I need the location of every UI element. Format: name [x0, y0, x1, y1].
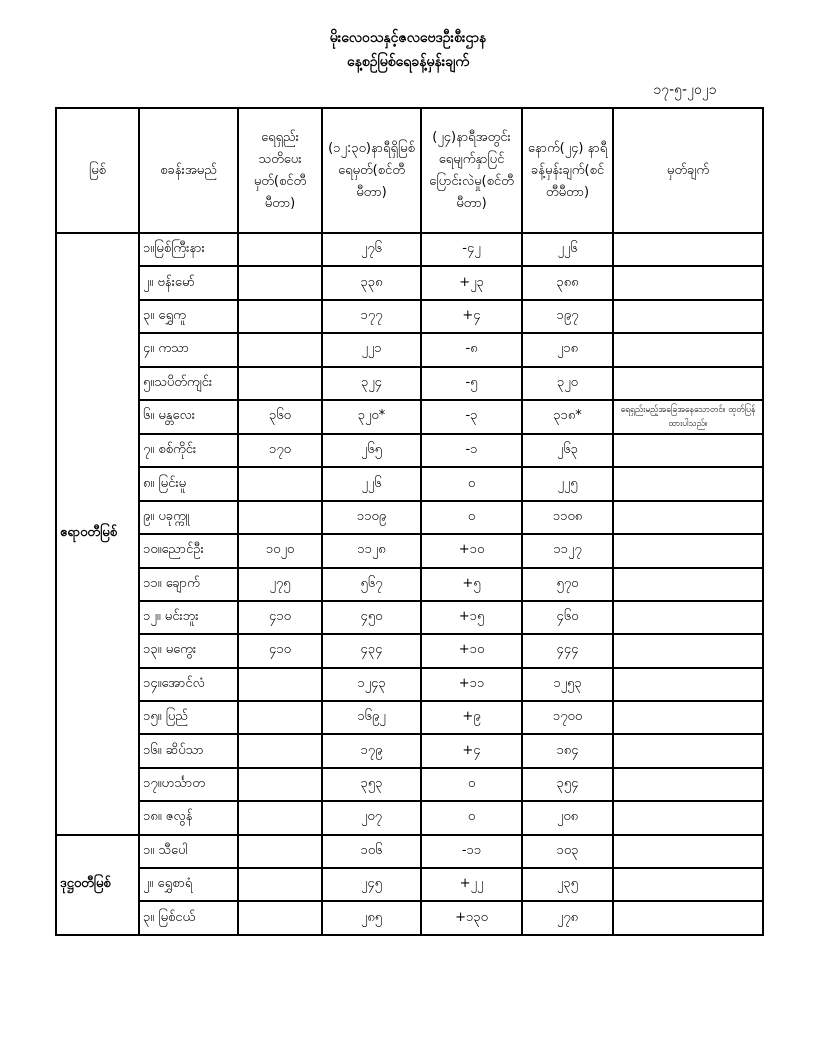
danger-level-cell — [238, 467, 322, 500]
forecast-level-cell: ၄၄၄ — [522, 634, 613, 667]
level-change-cell: -၄၂ — [421, 233, 522, 266]
station-name-cell: ၈။ မြင်းမူ — [139, 467, 238, 500]
observed-level-cell: ၁၇၇ — [322, 300, 421, 333]
col-header-24h-change: (၂၄)နာရီအတွင်းရေမျက်နှာပြင်ပြောင်းလဲမှု(စင်တီမီတာ) — [421, 108, 522, 233]
observed-level-cell: ၂၄၅ — [322, 868, 421, 901]
station-name-cell: ၂။ ဗန်းမော် — [139, 266, 238, 299]
observed-level-cell: ၁၀၆ — [322, 835, 421, 868]
forecast-level-cell: ၁၀၃ — [522, 835, 613, 868]
forecast-level-cell: ၁၉၇ — [522, 300, 613, 333]
level-change-cell: ၀ — [421, 801, 522, 834]
remark-cell — [613, 901, 763, 934]
table-row — [56, 367, 763, 400]
station-name-cell: ၃။ ရွှေကူ — [139, 300, 238, 333]
station-name-cell: ၁။မြစ်ကြီးနား — [139, 233, 238, 266]
observed-level-cell: ၂၇၆ — [322, 233, 421, 266]
danger-level-cell: ၄၁၀ — [238, 601, 322, 634]
danger-level-cell: ၂၇၅ — [238, 568, 322, 601]
level-change-cell: -၁ — [421, 434, 522, 467]
level-change-cell: +၂၃ — [421, 266, 522, 299]
observed-level-cell: ၁၁၂၈ — [322, 534, 421, 567]
level-change-cell: +၁၀ — [421, 634, 522, 667]
danger-level-cell — [238, 734, 322, 767]
remark-cell — [613, 300, 763, 333]
danger-level-cell — [238, 233, 322, 266]
danger-level-cell — [238, 801, 322, 834]
observed-level-cell: ၁၇၉ — [322, 734, 421, 767]
station-name-cell: ၁၆။ ဆိပ်သာ — [139, 734, 238, 767]
remark-cell — [613, 333, 763, 366]
forecast-level-cell: ၃၅၄ — [522, 768, 613, 801]
remark-cell — [613, 534, 763, 567]
col-header-forecast: နောက်(၂၄) နာရီခန့်မှန်းချက်(စင်တီမီတာ) — [522, 108, 613, 233]
forecast-level-cell: ၂၂၆ — [522, 233, 613, 266]
danger-level-cell: ၁၀၂၀ — [238, 534, 322, 567]
forecast-level-cell: ၁၂၅၃ — [522, 668, 613, 701]
table-row — [56, 768, 763, 801]
col-header-remark: မှတ်ချက် — [613, 108, 763, 233]
observed-level-cell: ၂၈၅ — [322, 901, 421, 934]
river-group-name: ဒုဋ္ဌဝတီမြစ် — [56, 835, 139, 935]
forecast-level-cell: ၃၁၈* — [522, 400, 613, 434]
danger-level-cell: ၄၁၀ — [238, 634, 322, 667]
observed-level-cell: ၁၆၉၂ — [322, 701, 421, 734]
table-body — [56, 233, 763, 935]
observed-level-cell: ၃၅၃ — [322, 768, 421, 801]
table-row — [56, 501, 763, 534]
danger-level-cell: ၁၇၀ — [238, 434, 322, 467]
table-row — [56, 534, 763, 567]
table-row — [56, 701, 763, 734]
station-name-cell: ၃။ မြစ်ငယ် — [139, 901, 238, 934]
danger-level-cell — [238, 901, 322, 934]
level-change-cell: +၁၁ — [421, 668, 522, 701]
danger-level-cell — [238, 835, 322, 868]
station-name-cell: ၁၀။ညောင်ဦး — [139, 534, 238, 567]
observed-level-cell: ၄၃၄ — [322, 634, 421, 667]
forecast-level-cell: ၂၆၃ — [522, 434, 613, 467]
table-header-row — [56, 108, 763, 233]
col-header-observed-level: (၁၂:၃၀)နာရီရှိမြစ်ရေမှတ်(စင်တီမီတာ) — [322, 108, 421, 233]
station-name-cell: ၁၁။ ချောက် — [139, 568, 238, 601]
danger-level-cell — [238, 300, 322, 333]
remark-cell: ရေရှည်းမည့်အခြေအနေသောတင်။ ထုတ်ပြန်ထားပါသည်။ — [613, 400, 763, 434]
station-name-cell: ၆။ မန္တလေး — [139, 400, 238, 434]
table-row — [56, 266, 763, 299]
table-row — [56, 601, 763, 634]
forecast-level-cell: ၅၇၀ — [522, 568, 613, 601]
observed-level-cell: ၅၆၇ — [322, 568, 421, 601]
remark-cell — [613, 868, 763, 901]
forecast-level-cell: ၁၁၂၇ — [522, 534, 613, 567]
level-change-cell: ၀ — [421, 467, 522, 500]
remark-cell — [613, 367, 763, 400]
remark-cell — [613, 501, 763, 534]
table-row — [56, 734, 763, 767]
remark-cell — [613, 768, 763, 801]
danger-level-cell — [238, 367, 322, 400]
danger-level-cell — [238, 501, 322, 534]
level-change-cell: -၈ — [421, 333, 522, 366]
table-row — [56, 868, 763, 901]
level-change-cell: +၄ — [421, 734, 522, 767]
table-row — [56, 300, 763, 333]
observed-level-cell: ၄၅၀ — [322, 601, 421, 634]
remark-cell — [613, 467, 763, 500]
river-group-name: ဧရာဝတီမြစ် — [56, 233, 139, 835]
level-change-cell: -၁၁ — [421, 835, 522, 868]
remark-cell — [613, 801, 763, 834]
station-name-cell: ၁။ သီပေါ — [139, 835, 238, 868]
station-name-cell: ၉။ ပခုက္ကူ — [139, 501, 238, 534]
station-name-cell: ၅။သပိတ်ကျင်း — [139, 367, 238, 400]
station-name-cell: ၄။ ကသာ — [139, 333, 238, 366]
table-row — [56, 233, 763, 266]
remark-cell — [613, 668, 763, 701]
remark-cell — [613, 634, 763, 667]
level-change-cell: +၁၅ — [421, 601, 522, 634]
document-subtitle: နေ့စဉ်မြစ်ရေခန့်မှန်းချက် — [346, 54, 470, 70]
table-row — [56, 400, 763, 434]
danger-level-cell — [238, 701, 322, 734]
danger-level-cell — [238, 768, 322, 801]
level-change-cell: -၃ — [421, 400, 522, 434]
table-row — [56, 835, 763, 868]
station-name-cell: ၁၇။ဟင်္သာတ — [139, 768, 238, 801]
station-name-cell: ၁၅။ ပြည် — [139, 701, 238, 734]
observed-level-cell: ၁၁၀၉ — [322, 501, 421, 534]
danger-level-cell — [238, 333, 322, 366]
report-date: ၁၇-၅-၂၀၂၁ — [653, 82, 717, 98]
remark-cell — [613, 601, 763, 634]
forecast-level-cell: ၁၇၀၀ — [522, 701, 613, 734]
danger-level-cell: ၃၆၀ — [238, 400, 322, 434]
table-row — [56, 801, 763, 834]
danger-level-cell — [238, 868, 322, 901]
level-change-cell: -၅ — [421, 367, 522, 400]
forecast-level-cell: ၃၈၈ — [522, 266, 613, 299]
remark-cell — [613, 266, 763, 299]
observed-level-cell: ၂၀၇ — [322, 801, 421, 834]
level-change-cell: +၁၃၀ — [421, 901, 522, 934]
observed-level-cell: ၂၆၅ — [322, 434, 421, 467]
level-change-cell: ၀ — [421, 501, 522, 534]
col-header-danger-level: ရေရှည်းသတိပေးမှတ်(စင်တီမီတာ) — [238, 108, 322, 233]
station-name-cell: ၁၈။ ဇလွန် — [139, 801, 238, 834]
observed-level-cell: ၃၃၈ — [322, 266, 421, 299]
table-row — [56, 568, 763, 601]
forecast-level-cell: ၁၈၄ — [522, 734, 613, 767]
level-change-cell: +၉ — [421, 701, 522, 734]
observed-level-cell: ၃၂၀* — [322, 400, 421, 434]
table-row — [56, 434, 763, 467]
level-change-cell: +၅ — [421, 568, 522, 601]
document-title: မိုးလေဝသနှင့်ဇလဗေဒဦးစီးဌာန — [329, 30, 487, 46]
forecast-level-cell: ၂၇၈ — [522, 901, 613, 934]
station-name-cell: ၂။ ရွှေစာရံ — [139, 868, 238, 901]
station-name-cell: ၁၃။ မကွေး — [139, 634, 238, 667]
level-change-cell: ၀ — [421, 768, 522, 801]
station-name-cell: ၇။ စစ်ကိုင်း — [139, 434, 238, 467]
river-level-table — [55, 107, 764, 936]
observed-level-cell: ၂၂၆ — [322, 467, 421, 500]
observed-level-cell: ၁၂၄၃ — [322, 668, 421, 701]
forecast-level-cell: ၃၂၀ — [522, 367, 613, 400]
level-change-cell: +၂၂ — [421, 868, 522, 901]
table-row — [56, 668, 763, 701]
forecast-level-cell: ၁၁၀၈ — [522, 501, 613, 534]
observed-level-cell: ၂၂၁ — [322, 333, 421, 366]
remark-cell — [613, 701, 763, 734]
forecast-level-cell: ၂၃၅ — [522, 868, 613, 901]
remark-cell — [613, 568, 763, 601]
remark-cell — [613, 233, 763, 266]
station-name-cell: ၁၄။အောင်လံ — [139, 668, 238, 701]
forecast-level-cell: ၂၂၅ — [522, 467, 613, 500]
danger-level-cell — [238, 668, 322, 701]
table-row — [56, 901, 763, 934]
observed-level-cell: ၃၂၄ — [322, 367, 421, 400]
remark-cell — [613, 835, 763, 868]
table-row — [56, 333, 763, 366]
level-change-cell: +၄ — [421, 300, 522, 333]
col-header-station: စခန်းအမည် — [139, 108, 238, 233]
danger-level-cell — [238, 266, 322, 299]
level-change-cell: +၁၀ — [421, 534, 522, 567]
station-name-cell: ၁၂။ မင်းဘူး — [139, 601, 238, 634]
forecast-level-cell: ၂၁၈ — [522, 333, 613, 366]
remark-cell — [613, 434, 763, 467]
col-header-river: မြစ် — [56, 108, 139, 233]
remark-cell — [613, 734, 763, 767]
table-row — [56, 634, 763, 667]
forecast-level-cell: ၄၆၀ — [522, 601, 613, 634]
forecast-level-cell: ၂၀၈ — [522, 801, 613, 834]
table-row — [56, 467, 763, 500]
